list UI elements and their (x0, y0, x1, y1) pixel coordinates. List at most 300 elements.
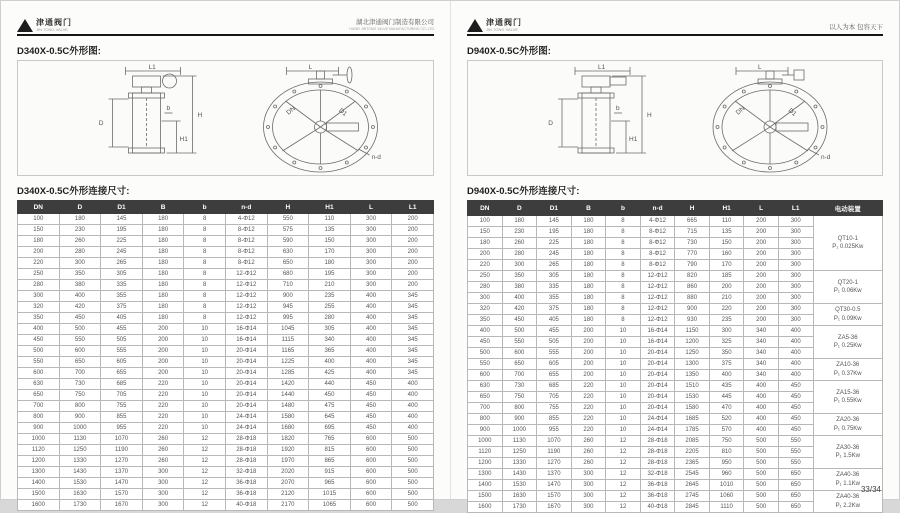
table-cell: 300 (778, 315, 813, 326)
table-cell: 180 (468, 238, 503, 249)
table-cell: 700 (18, 401, 60, 412)
col-header: b (606, 201, 641, 216)
table-cell: 1045 (267, 324, 309, 335)
table-cell: 965 (309, 478, 351, 489)
table-cell: 12 (606, 491, 641, 502)
table-cell: 300 (778, 216, 813, 227)
table-cell: 28-Φ18 (225, 456, 267, 467)
valve-drawing-svg (468, 61, 882, 175)
table-cell: 915 (309, 467, 351, 478)
table-cell: 8 (184, 236, 226, 247)
table-cell: 225 (101, 236, 143, 247)
dim-label-nd: n-d (371, 154, 381, 161)
table-cell: 10 (606, 392, 641, 403)
table-cell: 8-Φ12 (225, 247, 267, 258)
table-row (18, 214, 434, 225)
table-cell: 800 (59, 401, 101, 412)
table-cell: 300 (778, 282, 813, 293)
table-cell: 200 (571, 326, 606, 337)
table-cell: 500 (468, 348, 503, 359)
table-cell: 180 (142, 214, 184, 225)
table-cell: 505 (537, 337, 572, 348)
table-cell: 600 (59, 346, 101, 357)
table-cell: 32-Φ18 (225, 467, 267, 478)
table-cell: 1190 (101, 445, 143, 456)
table-cell: 1785 (675, 425, 710, 436)
table-cell: 800 (18, 412, 60, 423)
table-cell: 900 (502, 414, 537, 425)
table-cell: 1600 (18, 500, 60, 511)
table-cell: 405 (537, 315, 572, 326)
table-row (18, 280, 434, 291)
table-cell: 300 (778, 249, 813, 260)
actuator-cell: ZA40-36 P₁ 1.1Kw (813, 469, 882, 491)
table-row (18, 423, 434, 434)
table-cell: 245 (537, 249, 572, 260)
table-cell: 12 (184, 445, 226, 456)
table-cell: 340 (309, 335, 351, 346)
table-cell: 300 (350, 258, 392, 269)
table-cell: 570 (709, 425, 744, 436)
table-cell: 10 (184, 379, 226, 390)
actuator-cell: ZA5-36 P₁ 0.25Kw (813, 326, 882, 359)
table-cell: 400 (392, 423, 434, 434)
table-cell: 36-Φ18 (225, 478, 267, 489)
table-cell: 8 (606, 216, 641, 227)
table-cell: 750 (59, 390, 101, 401)
col-header: L (350, 201, 392, 214)
table-cell: 200 (392, 247, 434, 258)
table-cell: 10 (184, 324, 226, 335)
actuator-cell: ZA10-36 P₁ 0.37Kw (813, 359, 882, 381)
table-cell: 8-Φ12 (225, 258, 267, 269)
table-cell: 550 (18, 357, 60, 368)
table-cell: 700 (468, 403, 503, 414)
table-cell: 8 (606, 282, 641, 293)
table-title: D940X-0.5C外形连接尺寸: (467, 186, 580, 197)
table-cell: 400 (350, 335, 392, 346)
table-cell: 435 (709, 381, 744, 392)
table-cell: 345 (392, 346, 434, 357)
table-cell: 305 (309, 324, 351, 335)
table-row (18, 225, 434, 236)
table-cell: 200 (392, 269, 434, 280)
table-cell: 200 (571, 348, 606, 359)
table-cell: 180 (571, 315, 606, 326)
table-cell: 755 (537, 403, 572, 414)
table-cell: 730 (59, 379, 101, 390)
table-cell: 420 (59, 302, 101, 313)
table-cell: 1920 (267, 445, 309, 456)
table-cell: 600 (350, 478, 392, 489)
table-row (18, 335, 434, 346)
table-cell: 300 (778, 271, 813, 282)
table-cell: 180 (142, 225, 184, 236)
col-header: D (59, 201, 101, 214)
table-cell: 345 (392, 357, 434, 368)
col-header: B (571, 201, 606, 216)
table-cell: 300 (571, 502, 606, 513)
table-cell: 750 (709, 436, 744, 447)
table-cell: 1300 (468, 469, 503, 480)
table-cell: 180 (571, 293, 606, 304)
table-cell: 500 (744, 480, 779, 491)
table-cell: 900 (468, 425, 503, 436)
table-cell: 405 (101, 313, 143, 324)
table-cell: 10 (184, 390, 226, 401)
table-cell: 400 (350, 324, 392, 335)
table-cell: 730 (675, 238, 710, 249)
table-cell: 200 (744, 315, 779, 326)
electric-actuator-box (582, 76, 610, 87)
table-cell: 855 (537, 414, 572, 425)
table-cell: 340 (744, 337, 779, 348)
table-cell: 40-Φ18 (640, 502, 675, 513)
table-cell: 300 (571, 469, 606, 480)
table-cell: 20-Φ14 (225, 379, 267, 390)
table-cell: 345 (392, 291, 434, 302)
table-cell: 4-Φ12 (640, 216, 675, 227)
table-cell: 2205 (675, 447, 710, 458)
table-cell: 350 (59, 269, 101, 280)
actuator-cell: ZA20-36 P₁ 0.75Kw (813, 414, 882, 436)
table-cell: 170 (709, 260, 744, 271)
table-cell: 1270 (537, 458, 572, 469)
table-cell: 470 (709, 403, 744, 414)
dim-label-l: L (308, 64, 313, 71)
dim-label-h: H (197, 112, 203, 119)
table-cell: 200 (571, 337, 606, 348)
table-cell: 955 (537, 425, 572, 436)
table-cell: 450 (778, 414, 813, 425)
table-cell: 220 (571, 381, 606, 392)
table-cell: 1670 (537, 502, 572, 513)
table-cell: 8 (184, 280, 226, 291)
table-cell: 1250 (59, 445, 101, 456)
table-row (18, 291, 434, 302)
table-cell: 150 (309, 236, 351, 247)
table-cell: 20-Φ14 (225, 346, 267, 357)
motor-icon (794, 70, 804, 80)
table-cell: 8 (184, 313, 226, 324)
page-number: 33/34 (860, 485, 881, 494)
table-cell: 180 (142, 302, 184, 313)
table-cell: 180 (142, 258, 184, 269)
table-cell: 400 (350, 346, 392, 357)
table-cell: 500 (392, 445, 434, 456)
table-cell: 1685 (675, 414, 710, 425)
table-cell: 10 (184, 335, 226, 346)
table-cell: 335 (101, 280, 143, 291)
table-cell: 600 (350, 456, 392, 467)
col-header: L (744, 201, 779, 216)
table-cell: 1000 (18, 434, 60, 445)
table-cell: 8 (184, 291, 226, 302)
table-cell: 650 (778, 502, 813, 513)
table-row (468, 359, 883, 370)
table-cell: 200 (392, 214, 434, 225)
table-row (18, 324, 434, 335)
dim-label-nd: n-d (821, 154, 831, 161)
table-cell: 650 (59, 357, 101, 368)
table-cell: 500 (744, 491, 779, 502)
actuator-cell: QT10-1 P₁ 0.025Kw (813, 216, 882, 271)
table-row (18, 467, 434, 478)
table-cell: 400 (59, 291, 101, 302)
table-cell: 16-Φ14 (640, 326, 675, 337)
table-cell: 810 (709, 447, 744, 458)
table-row (18, 401, 434, 412)
table-cell: 8-Φ12 (225, 236, 267, 247)
col-header: B (142, 201, 184, 214)
table-cell: 220 (142, 423, 184, 434)
table-cell: 685 (101, 379, 143, 390)
dim-label-l: L (758, 64, 762, 71)
table-cell: 400 (350, 368, 392, 379)
table-cell: 2170 (267, 500, 309, 511)
table-cell: 12-Φ12 (225, 291, 267, 302)
col-header: H (675, 201, 710, 216)
table-cell: 600 (502, 348, 537, 359)
table-cell: 705 (101, 390, 143, 401)
table-cell: 300 (778, 227, 813, 238)
table-cell: 1500 (18, 489, 60, 500)
table-cell: 210 (309, 280, 351, 291)
table-cell: 715 (675, 227, 710, 238)
table-cell: 450 (350, 390, 392, 401)
table-cell: 8 (184, 269, 226, 280)
page-header (17, 8, 434, 36)
table-cell: 300 (778, 304, 813, 315)
table-cell: 1165 (267, 346, 309, 357)
actuator-cell: ZA15-36 P₁ 0.55Kw (813, 381, 882, 414)
table-cell: 300 (468, 293, 503, 304)
table-cell: 20-Φ14 (225, 357, 267, 368)
table-cell: 680 (267, 269, 309, 280)
table-cell: 260 (571, 458, 606, 469)
table-cell: 180 (571, 304, 606, 315)
table-cell: 340 (744, 370, 779, 381)
table-cell: 600 (350, 445, 392, 456)
table-cell: 305 (101, 269, 143, 280)
table-cell: 600 (350, 500, 392, 511)
table-cell: 10 (184, 357, 226, 368)
table-cell: 450 (350, 423, 392, 434)
table-cell: 10 (184, 368, 226, 379)
table-cell: 1200 (468, 458, 503, 469)
table-cell: 500 (18, 346, 60, 357)
table-cell: 220 (142, 379, 184, 390)
table-cell: 8 (606, 249, 641, 260)
table-cell: 500 (59, 324, 101, 335)
table-cell: 500 (744, 469, 779, 480)
table-cell: 195 (537, 227, 572, 238)
table-cell: 28-Φ18 (225, 434, 267, 445)
table-cell: 1130 (59, 434, 101, 445)
table-cell: 200 (392, 225, 434, 236)
table-row (18, 489, 434, 500)
table-cell: 1470 (537, 480, 572, 491)
table-cell: 180 (142, 313, 184, 324)
dim-label-d: D (548, 120, 553, 127)
table-cell: 135 (309, 225, 351, 236)
table-cell: 10 (606, 403, 641, 414)
table-cell: 255 (309, 302, 351, 313)
table-cell: 12 (606, 502, 641, 513)
table-cell: 180 (571, 227, 606, 238)
table-cell: 12-Φ12 (640, 282, 675, 293)
col-header: b (184, 201, 226, 214)
table-cell: 960 (709, 469, 744, 480)
table-cell: 1570 (537, 491, 572, 502)
table-cell: 8-Φ12 (640, 238, 675, 249)
table-cell: 300 (350, 236, 392, 247)
table-cell: 1580 (267, 412, 309, 423)
table-cell: 1530 (675, 392, 710, 403)
table-cell: 220 (709, 304, 744, 315)
table-cell: 12-Φ12 (225, 269, 267, 280)
table-cell: 550 (502, 337, 537, 348)
table-row (468, 414, 883, 425)
table-cell: 10 (606, 348, 641, 359)
table-cell: 24-Φ14 (225, 412, 267, 423)
table-cell: 300 (142, 478, 184, 489)
table-cell: 505 (101, 335, 143, 346)
table-cell: 450 (350, 401, 392, 412)
table-cell: 400 (350, 357, 392, 368)
col-header: DN (468, 201, 503, 216)
table-cell: 1500 (468, 491, 503, 502)
table-cell: 280 (502, 249, 537, 260)
table-cell: 20-Φ14 (640, 403, 675, 414)
table-cell: 180 (571, 249, 606, 260)
table-cell: 665 (675, 216, 710, 227)
actuator-cell: ZA40-36 P₁ 2.2Kw (813, 491, 882, 513)
table-cell: 10 (184, 401, 226, 412)
table-row (468, 491, 883, 502)
table-cell: 200 (142, 368, 184, 379)
header-right-text (829, 24, 883, 32)
table-cell: 110 (709, 216, 744, 227)
table-cell: 1010 (709, 480, 744, 491)
table-cell: 765 (309, 434, 351, 445)
table-cell: 400 (309, 357, 351, 368)
table-cell: 150 (18, 225, 60, 236)
table-cell: 36-Φ18 (640, 491, 675, 502)
table-cell: 300 (709, 326, 744, 337)
table-cell: 200 (709, 282, 744, 293)
table-cell: 12-Φ12 (225, 313, 267, 324)
table-cell: 28-Φ18 (640, 458, 675, 469)
table-row (18, 412, 434, 423)
table-cell: 400 (744, 392, 779, 403)
table-cell: 1600 (468, 502, 503, 513)
table-cell: 100 (468, 216, 503, 227)
table-cell: 1130 (502, 436, 537, 447)
table-cell: 8 (184, 302, 226, 313)
table-cell: 220 (142, 390, 184, 401)
table-cell: 12-Φ12 (640, 304, 675, 315)
company-name-en: HUBEI JINTONG VALVE MANUFACTURING CO.,LTD (349, 27, 434, 31)
table-cell: 180 (571, 271, 606, 282)
table-cell: 260 (571, 447, 606, 458)
table-cell: 180 (571, 260, 606, 271)
table-cell: 1115 (267, 335, 309, 346)
table-cell: 605 (101, 357, 143, 368)
table-cell: 750 (502, 392, 537, 403)
dim-label-h1: H1 (179, 136, 188, 143)
table-cell: 800 (468, 414, 503, 425)
table-cell: 555 (537, 348, 572, 359)
table-cell: 630 (18, 379, 60, 390)
table-cell: 550 (778, 436, 813, 447)
table-cell: 260 (142, 445, 184, 456)
table-cell: 20-Φ14 (640, 370, 675, 381)
table-cell: 200 (571, 359, 606, 370)
dim-label-dn: DN (734, 105, 747, 117)
table-cell: 200 (744, 238, 779, 249)
table-cell: 400 (392, 412, 434, 423)
table-cell: 10 (606, 337, 641, 348)
table-cell: 475 (309, 401, 351, 412)
table-cell: 1330 (59, 456, 101, 467)
table-cell: 220 (468, 260, 503, 271)
table-cell: 20-Φ14 (640, 381, 675, 392)
table-cell: 180 (142, 247, 184, 258)
table-cell: 200 (392, 280, 434, 291)
table-cell: 500 (744, 502, 779, 513)
table-row (18, 313, 434, 324)
table-cell: 400 (744, 381, 779, 392)
table-cell: 200 (142, 357, 184, 368)
table-row (18, 434, 434, 445)
table-cell: 500 (502, 326, 537, 337)
table-cell: 1350 (675, 370, 710, 381)
table-cell: 500 (392, 456, 434, 467)
table-cell: 250 (18, 269, 60, 280)
table-cell: 650 (502, 359, 537, 370)
col-header: n-d (640, 201, 675, 216)
table-cell: 10 (606, 414, 641, 425)
table-cell: 755 (101, 401, 143, 412)
table-cell: 300 (142, 500, 184, 511)
table-cell: 220 (571, 403, 606, 414)
table-cell: 300 (502, 260, 537, 271)
table-cell: 1270 (101, 456, 143, 467)
table-cell: 180 (59, 214, 101, 225)
table-cell: 20-Φ14 (225, 401, 267, 412)
logo-tagline: JIN TONG VALVE (486, 27, 518, 32)
valve-outline-drawing (17, 60, 434, 176)
table-cell: 855 (101, 412, 143, 423)
table-cell: 790 (675, 260, 710, 271)
col-header: D1 (101, 201, 143, 214)
table-cell: 650 (778, 469, 813, 480)
col-header: D (502, 201, 537, 216)
table-cell: 345 (392, 335, 434, 346)
table-cell: 340 (744, 359, 779, 370)
table-cell: 245 (101, 247, 143, 258)
table-cell: 260 (502, 238, 537, 249)
dim-label-d1: D1 (786, 107, 798, 118)
company-motto: 以人为本 包容天下 (829, 24, 883, 31)
table-cell: 150 (468, 227, 503, 238)
table-cell: 24-Φ14 (640, 414, 675, 425)
col-header: n-d (225, 201, 267, 214)
table-row (468, 436, 883, 447)
table-row (468, 381, 883, 392)
drawing-title: D940X-0.5C外形图: (467, 46, 551, 57)
